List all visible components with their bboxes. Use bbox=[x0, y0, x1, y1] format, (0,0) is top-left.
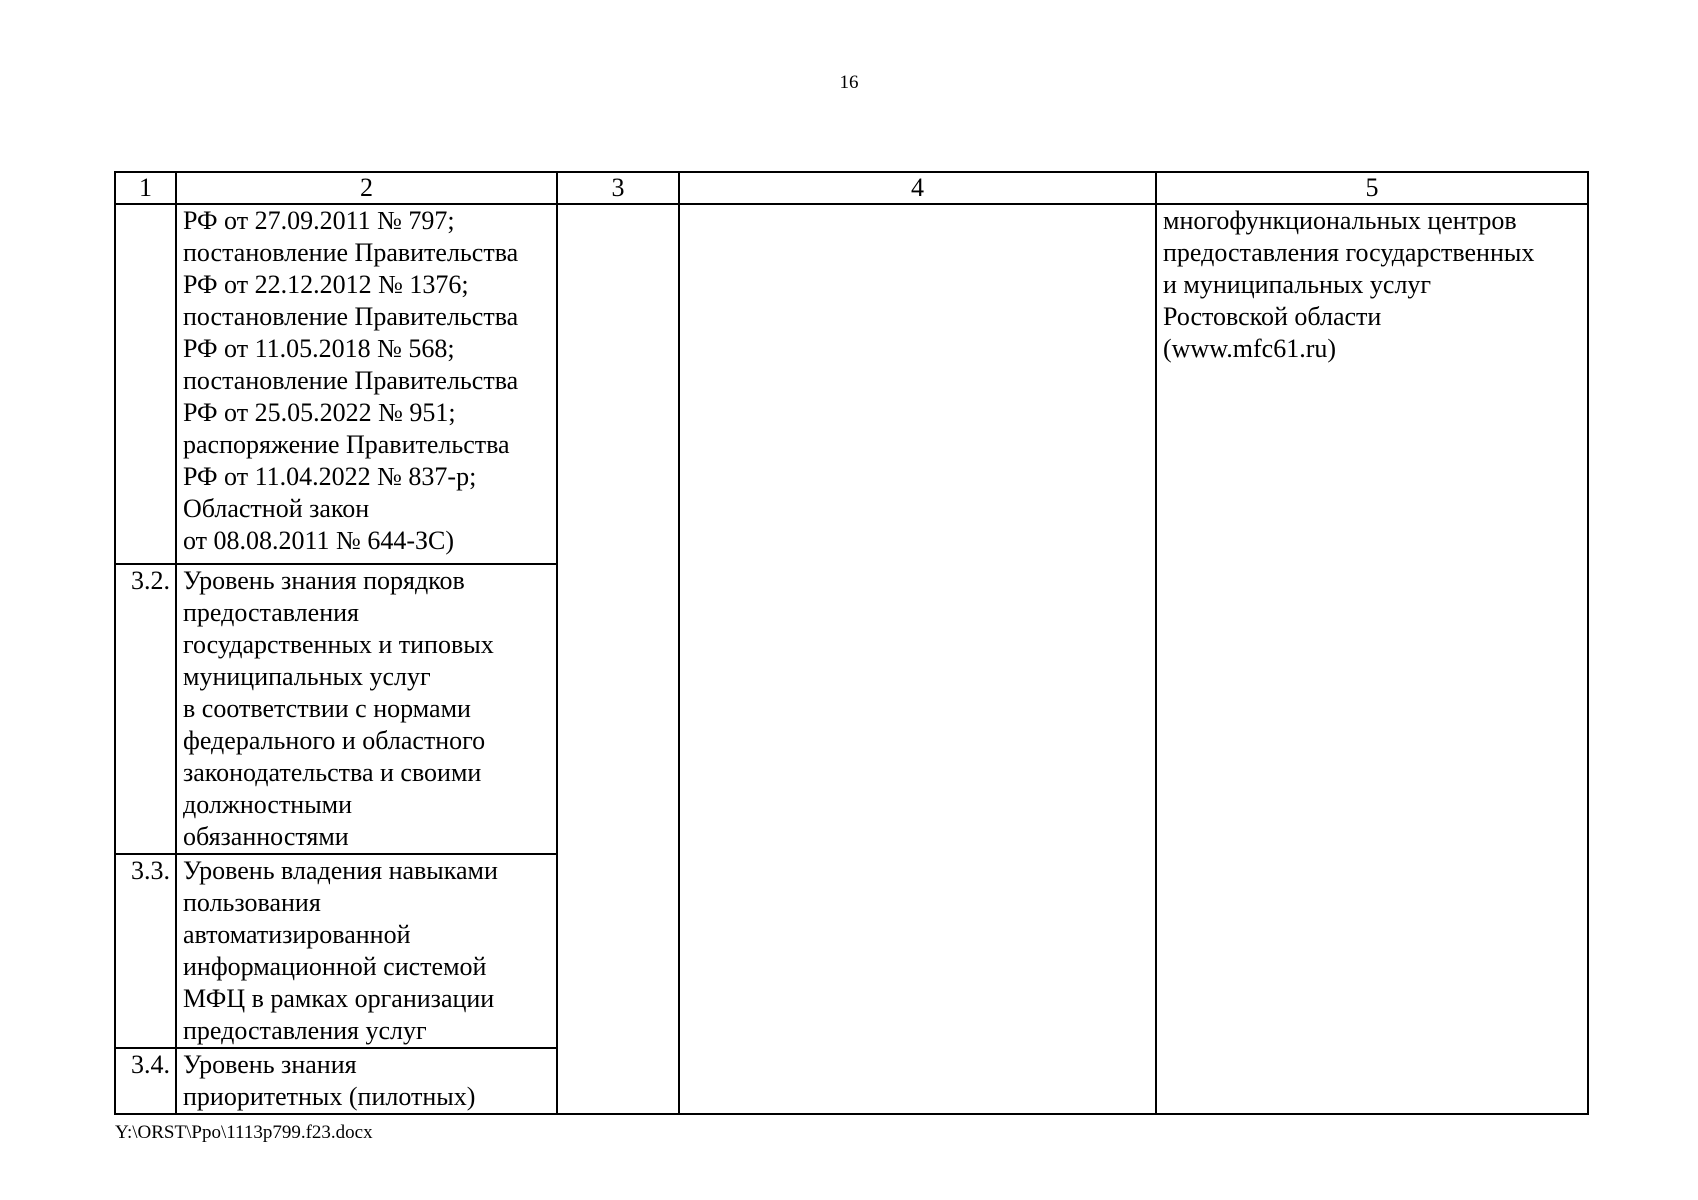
row-number: 3.4. bbox=[115, 1048, 176, 1114]
table-header-row bbox=[115, 172, 1588, 204]
column-header-3: 3 bbox=[557, 172, 679, 204]
row-number: 3.3. bbox=[115, 854, 176, 1048]
row-description bbox=[176, 204, 557, 564]
column-header-4: 4 bbox=[679, 172, 1156, 204]
table-row bbox=[115, 204, 1588, 564]
row-description bbox=[176, 1048, 557, 1114]
column-5-cell bbox=[1156, 204, 1588, 1114]
column-header-1: 1 bbox=[115, 172, 176, 204]
document-file-path: Y:\ORST\Ppo\1113p799.f23.docx bbox=[115, 1122, 373, 1143]
column-5-text: многофункциональных центров предоставления государственных и муниципальных услуг Ростовской области (www.mfc61.ru) bbox=[1163, 206, 1535, 363]
column-3-cell bbox=[557, 204, 679, 1114]
row-number: 3.2. bbox=[115, 564, 176, 854]
row-description-text: Уровень знания приоритетных (пилотных) bbox=[183, 1050, 476, 1111]
column-4-cell bbox=[679, 204, 1156, 1114]
column-header-5: 5 bbox=[1156, 172, 1588, 204]
page-number: 16 bbox=[839, 72, 859, 93]
row-description bbox=[176, 564, 557, 854]
column-header-2: 2 bbox=[176, 172, 557, 204]
row-number bbox=[115, 204, 176, 564]
document-table bbox=[114, 171, 1589, 1115]
row-description-text: Уровень владения навыками пользования автоматизированной информационной системой МФЦ в рамках организации предоставления услуг bbox=[183, 856, 498, 1045]
row-description-text: РФ от 27.09.2011 № 797; постановление Правительства РФ от 22.12.2012 № 1376; постановление Правительства РФ от 11.05.2018 № 568; постановление Правительства РФ от 25.05.2022 № 951; распоряжение Правительства РФ от 11.04.2022 № 837-р; Областной закон от 08.08.2011 № 644-ЗС) bbox=[183, 206, 519, 555]
row-description bbox=[176, 854, 557, 1048]
row-description-text: Уровень знания порядков предоставления государственных и типовых муниципальных услуг в соответствии с нормами федерального и областного законодательства и своими должностными обязанностями bbox=[183, 566, 494, 851]
